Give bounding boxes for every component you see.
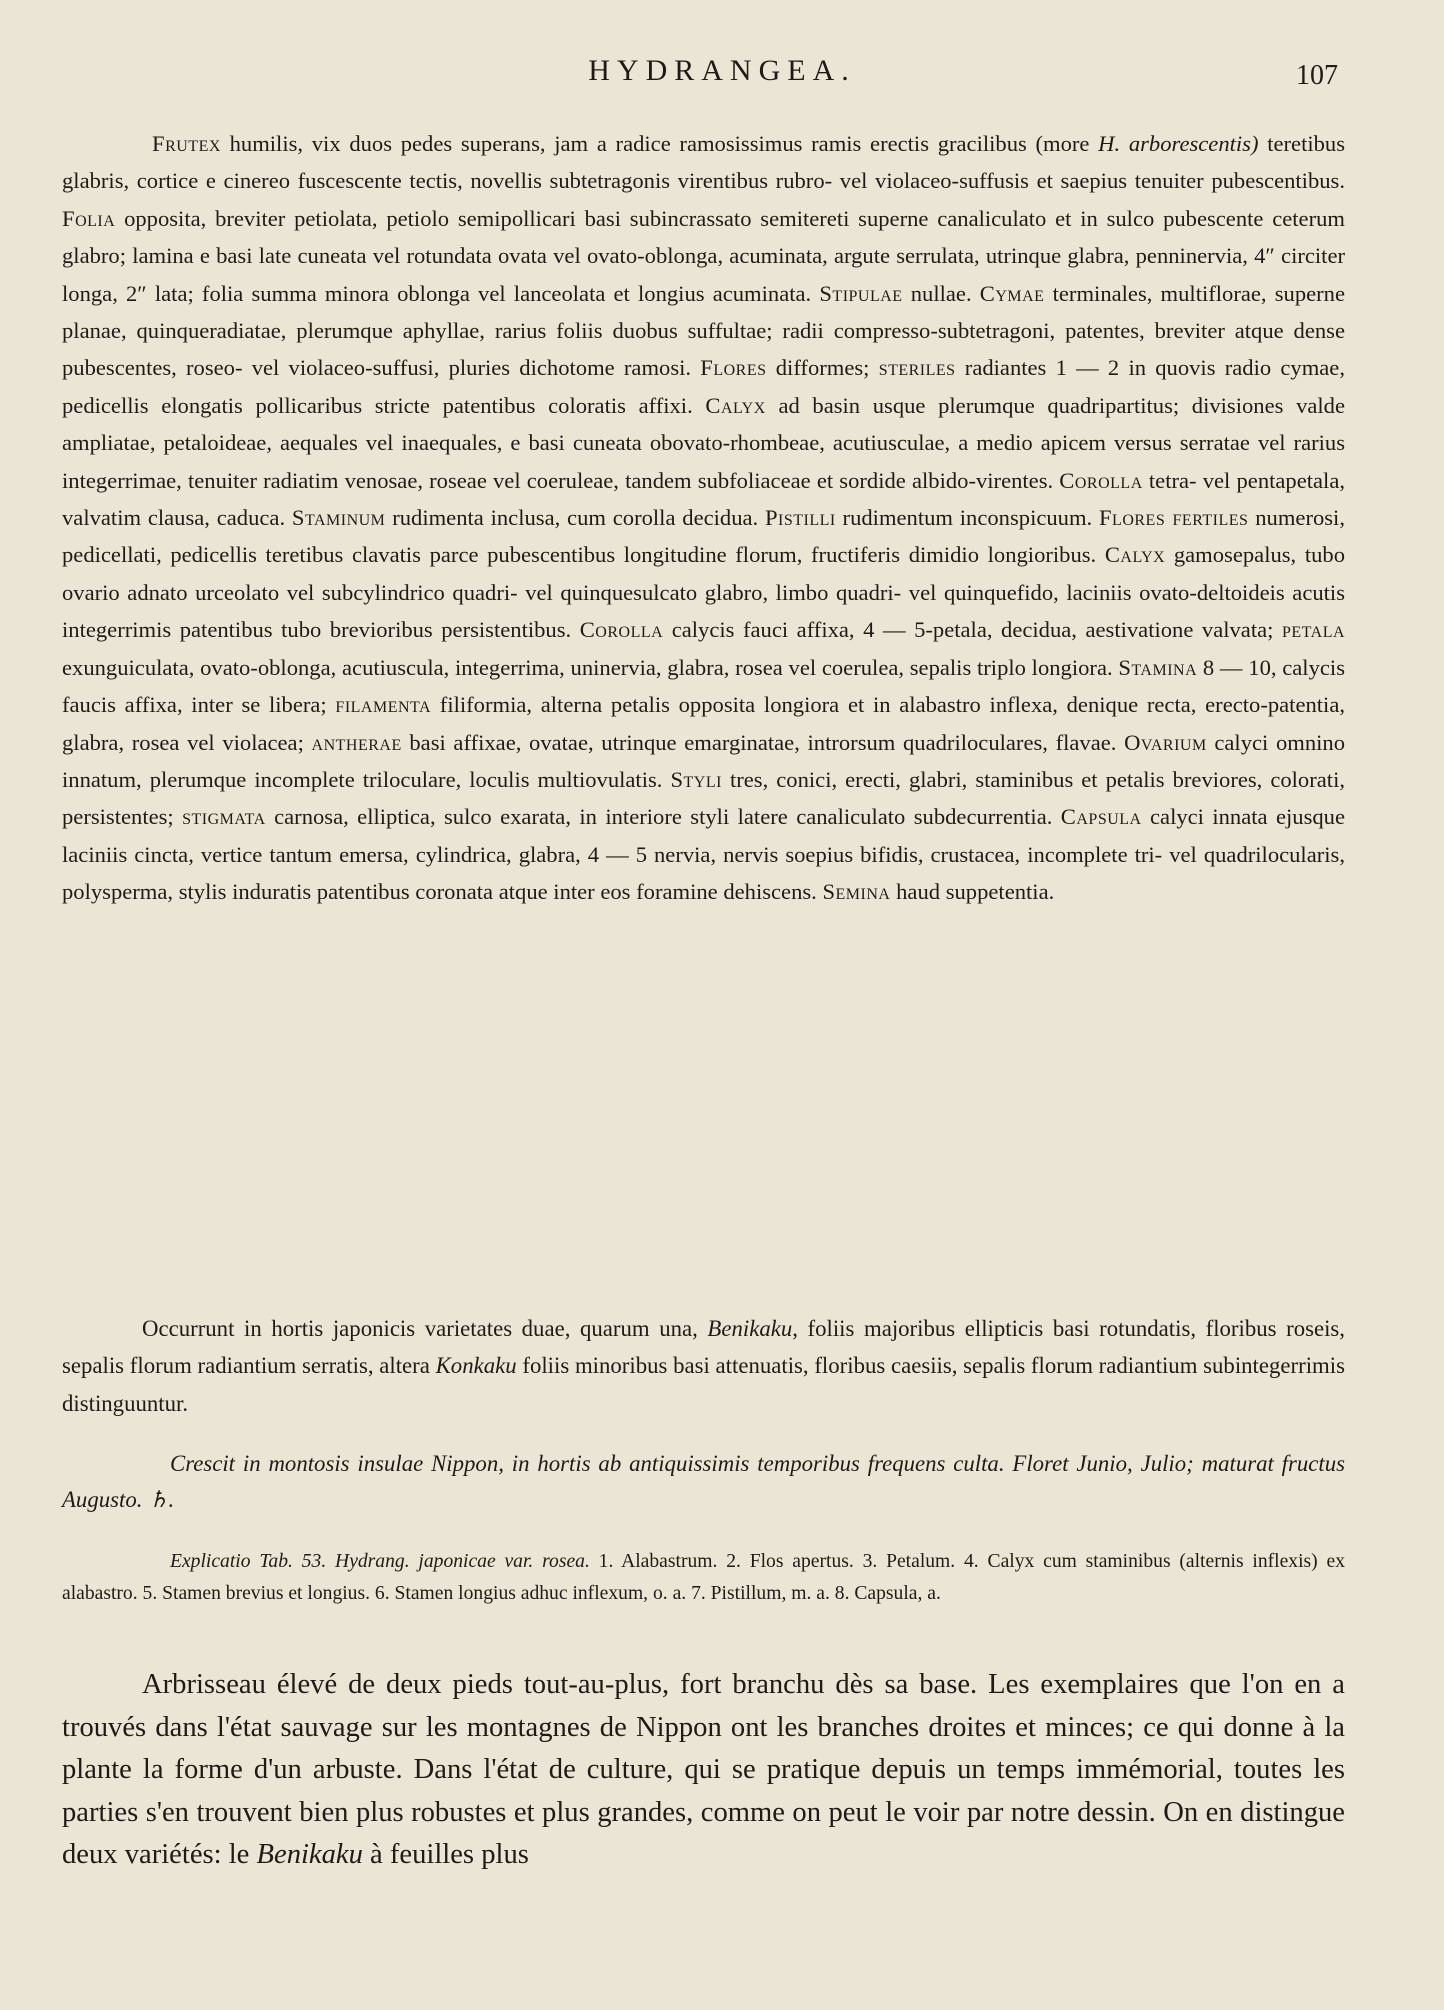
page-header	[0, 52, 1444, 102]
text-run: nullae.	[902, 280, 980, 306]
page-number: 107	[1296, 60, 1338, 91]
text-run: ad basin usque plerumque quadripartitus; divisiones valde ampliatae, petaloideae, aequales vel inaequales, e basi cuneata obovato-rhombeae, acutiusculae, a medio apicem versus serratae vel rarius integerrimae, tenuiter radiatim venosae, roseae vel coeruleae, tandem subfoliaceae et sordide albido-virentes.	[62, 392, 1345, 493]
text-run: Occurrunt in hortis japonicis varietates duae, quarum una,	[142, 1316, 708, 1341]
plate-caption: Explicatio Tab. 53. Hydrang. japonicae var. rosea.	[170, 1551, 590, 1572]
text-run: à feuilles plus	[362, 1839, 529, 1871]
text-run: rudimentum inconspicuum.	[835, 505, 1099, 531]
term-corolla: Corolla	[1059, 467, 1143, 493]
text-run: terminales, multiflorae, superne planae, quinqueradiatae, plerumque aphyllae, rarius foliis duobus suffultae; radii compresso-subtetragoni, patentes, breviter atque dense pubescentes, roseo- vel violaceo-suffusi, pluries dichotome ramosi.	[62, 280, 1346, 381]
text-run: tetra- vel pentapetala, valvatim clausa, caduca.	[62, 467, 1345, 531]
term-calyx: Calyx	[705, 392, 766, 418]
text-run: exunguiculata, ovato-oblonga, acutiuscula, integerrima, uninervia, glabra, rosea vel coerulea, sepalis triplo longiora.	[62, 654, 1119, 680]
text-run: radiantes 1 — 2 in quovis radio cymae, pedicellis elongatis pollicaribus stricte patentibus coloratis affixi.	[62, 355, 1345, 418]
term-antherae: antherae	[311, 729, 402, 755]
term-capsula: Capsula	[1060, 804, 1142, 830]
text-run: calyci innata ejusque laciniis cincta, vertice tantum emersa, cylindrica, glabra, 4 — 5 nervia, nervis soepius bifidis, crustacea, incomplete tri- vel quadrilocularis, polysperma, stylis induratis patentibus coronata atque inter eos foramine dehiscens.	[62, 804, 1345, 905]
text-run: calyci omnino innatum, plerumque incomplete triloculare, loculis multiovulatis.	[62, 729, 1345, 792]
term-corolla: Corolla	[579, 617, 664, 643]
term-frutex: Frutex	[152, 131, 221, 156]
species-name: H. arborescentis)	[1098, 131, 1259, 156]
text-run: , foliis majoribus ellipticis basi rotundatis, floribus roseis, sepalis florum radiantium serratis, altera	[62, 1316, 1346, 1379]
text-run: gamosepalus, tubo ovario adnato urceolato vel subcylindrico quadri- vel quinquesulcato glabro, limbo quadri- vel quinquefido, laciniis ovato-deltoideis acutis integerrimis patentibus tubo brevioribus persistentibus.	[62, 542, 1345, 643]
term-filamenta: filamenta	[335, 692, 432, 718]
term-flores: Flores	[700, 355, 767, 381]
term-cymae: Cymae	[979, 280, 1045, 306]
term-folia: Folia	[62, 205, 116, 231]
term-flores-fertiles: Flores fertiles	[1098, 505, 1249, 531]
plate-explanation	[62, 1546, 1345, 1610]
text-run: tres, conici, erecti, glabri, staminibus et petalis breviores, colorati, persistentes;	[62, 766, 1345, 830]
term-styli: Styli	[670, 766, 722, 792]
term-pistilli: Pistilli	[764, 505, 836, 531]
habitat-text: Crescit in montosis insulae Nippon, in hortis ab antiquissimis temporibus frequens culta. Floret Junio, Julio; maturat fructus Augusto. ♄.	[62, 1451, 1345, 1512]
text-run: carnosa, elliptica, sulco exarata, in interiore styli latere canaliculato subdecurrentia.	[265, 804, 1061, 830]
text-run: numerosi, pedicellati, pedicellis teretibus clavatis parce pubescentibus longitudine florum, fructiferis dimidio longioribus.	[62, 505, 1345, 568]
term-petala: petala	[1281, 617, 1346, 643]
text-run: rudimenta inclusa, cum corolla decidua.	[385, 505, 765, 531]
text-run: filiformia, alterna petalis opposita longiora et in alabastro inflexa, denique recta, erecto-patentia, glabra, rosea vel violacea;	[62, 692, 1346, 755]
term-staminum: Staminum	[291, 505, 386, 531]
term-stamina: Stamina	[1118, 654, 1198, 680]
term-stigmata: stigmata	[182, 804, 266, 830]
term-calyx: Calyx	[1104, 542, 1166, 568]
term-ovarium: Ovarium	[1124, 729, 1207, 755]
term-semina: Semina	[822, 879, 891, 905]
text-run: haud suppetentia.	[890, 879, 1055, 905]
variety-name-benikaku: Benikaku	[707, 1316, 793, 1341]
text-run: Arbrisseau élevé de deux pieds tout-au-plus, fort branchu dès sa base. Les exemplaires que l'on en a trouvés dans l'état sauvage sur les montagnes de Nippon ont les branches droites et minces; ce qui donne à la plante la forme d'un arbuste. Dans l'état de culture, qui se pratique depuis un temps immémorial, toutes les parties s'en trouvent bien plus robustes et plus grandes, comme on peut le voir par notre dessin. On en distingue deux variétés: le	[62, 1669, 1345, 1871]
text-run: basi affixae, ovatae, utrinque emarginatae, introrsum quadriloculares, flavae.	[401, 729, 1125, 755]
running-head: HYDRANGEA.	[588, 54, 856, 87]
latin-description	[62, 125, 1345, 911]
plate-figure-list: 1. Alabastrum. 2. Flos apertus. 3. Petalum. 4. Calyx cum staminibus (alternis inflexis) ex alabastro. 5. Stamen brevius et longius. 6. Stamen longius adhuc inflexum, o. a. 7. Pistillum, m. a. 8. Capsula, a.	[62, 1551, 1345, 1604]
text-run: opposita, breviter petiolata, petiolo semipollicari basi subincrassato semitereti superne canaliculato et in sulco pubescente ceterum glabro; lamina e basi late cuneata vel rotundata ovata vel ovato-oblonga, acuminata, argute serrulata, utrinque glabra, penninervia, 4″ circiter longa, 2″ lata; folia summa minora oblonga vel lanceolata et longius acuminata.	[62, 205, 1345, 306]
varieties-paragraph	[62, 1310, 1345, 1422]
term-steriles: steriles	[878, 355, 956, 381]
text-run: humilis, vix duos pedes superans, jam a radice ramosissimus ramis erectis gracilibus (more	[220, 131, 1099, 156]
text-run: difformes;	[766, 355, 879, 381]
text-run: foliis minoribus basi attenuatis, floribus caesiis, sepalis florum radiantium subintegerrimis distinguuntur.	[62, 1353, 1345, 1416]
latin-paragraph	[62, 125, 1345, 911]
text-run: 8 — 10, calycis faucis affixa, inter se libera;	[62, 654, 1345, 718]
text-run: teretibus glabris, cortice e cinereo fuscescente tectis, novellis subtetragonis virentibus rubro- vel violaceo-suffusis et saepius tenuiter pubescentibus.	[62, 131, 1346, 194]
variety-name-konkaku: Konkaku	[435, 1353, 517, 1379]
habitat-note	[62, 1446, 1345, 1518]
text-run: calycis fauci affixa, 4 — 5-petala, decidua, aestivatione valvata;	[663, 617, 1282, 643]
french-description	[62, 1664, 1345, 1877]
variety-name-benikaku: Benikaku	[256, 1839, 363, 1871]
term-stipulae: Stipulae	[819, 280, 903, 306]
